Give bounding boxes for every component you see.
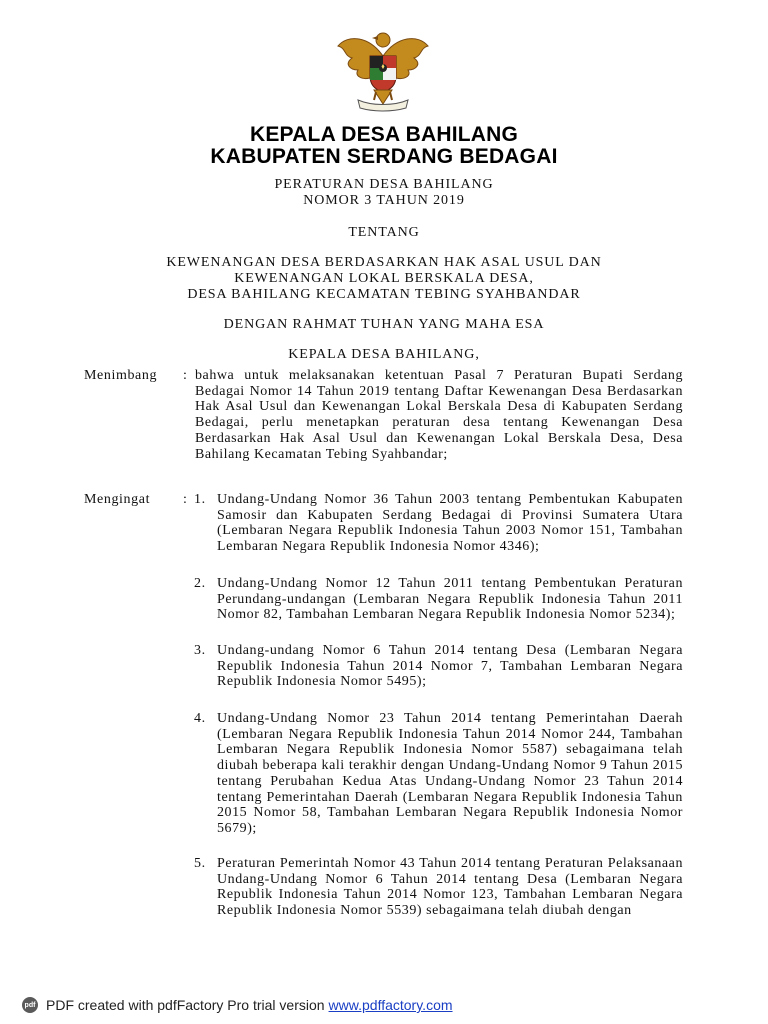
subject-line3: DESA BAHILANG KECAMATAN TEBING SYAHBANDAR [187,287,581,302]
menimbang-label: Menimbang [84,368,158,383]
regulation-name: PERATURAN DESA BAHILANG [274,177,494,192]
list-item: Peraturan Pemerintah Nomor 43 Tahun 2014 tentang Peraturan Pelaksanaan Undang-Undang Nomor 6 Tahun 2014 tentang Desa (Lembaran Negara Republik Indonesia Tahun 2014 Nomor 123, Tambahan Lembaran Negara Republik Indonesia Nomor 5539) sebagaimana telah diubah dengan [217,856,683,919]
list-item-number: 3. [194,643,206,658]
authority-line: KEPALA DESA BAHILANG, [288,347,480,362]
blessing-line: DENGAN RAHMAT TUHAN YANG MAHA ESA [223,317,545,332]
menimbang-colon: : [183,368,187,383]
footer-text: PDF created with pdfFactory Pro trial version [46,997,325,1013]
about-heading: TENTANG [348,225,420,240]
list-item-number: 4. [194,711,206,726]
list-item-number: 1. [194,492,206,507]
document-title-line1: KEPALA DESA BAHILANG [249,123,519,146]
subject-line2: KEWENANGAN LOKAL BERSKALA DESA, [234,271,534,286]
garuda-emblem-icon [334,26,432,114]
list-item: Undang-undang Nomor 6 Tahun 2014 tentang Desa (Lembaran Negara Republik Indonesia Tahun 2014 Nomor 7, Tambahan Lembaran Negara Republik Indonesia Nomor 5495); [217,643,683,690]
list-item-number: 2. [194,576,206,591]
pdf-logo-icon: pdf [22,997,38,1013]
list-item: Undang-Undang Nomor 36 Tahun 2003 tentang Pembentukan Kabupaten Samosir dan Kabupaten Serdang Bedagai di Provinsi Sumatera Utara (Lembaran Negara Republik Indonesia Tahun 2003 Nomor 151, Tambahan Lembaran Negara Republik Indonesia Nomor 4346); [217,492,683,555]
mengingat-colon: : [183,492,187,507]
subject-line1: KEWENANGAN DESA BERDASARKAN HAK ASAL USUL DAN [166,255,602,270]
list-item-number: 5. [194,856,206,871]
pdf-footer [22,995,453,1015]
regulation-number: NOMOR 3 TAHUN 2019 [303,193,465,208]
mengingat-label: Mengingat [84,492,151,507]
list-item: Undang-Undang Nomor 12 Tahun 2011 tentang Pembentukan Peraturan Perundang-undangan (Lembaran Negara Republik Indonesia Tahun 2011 Nomor 82, Tambahan Lembaran Negara Republik Indonesia Nomor 5234); [217,576,683,623]
list-item: Undang-Undang Nomor 23 Tahun 2014 tentang Pemerintahan Daerah (Lembaran Negara Republik Indonesia Tahun 2014 Nomor 244, Tambahan Lembaran Negara Republik Indonesia Nomor 5587) sebagaimana telah diubah beberapa kali terakhir dengan Undang-Undang Nomor 9 Tahun 2015 tentang Perubahan Kedua Atas Undang-Undang Nomor 23 Tahun 2014 tentang Pemerintahan Daerah (Lembaran Negara Republik Indonesia Tahun 2015 Nomor 58, Tambahan Lembaran Negara Republik Indonesia Nomor 5679); [217,711,683,836]
document-title-line2: KABUPATEN SERDANG BEDAGAI [210,145,558,168]
menimbang-text: bahwa untuk melaksanakan ketentuan Pasal 7 Peraturan Bupati Serdang Bedagai Nomor 14 Tahun 2019 tentang Daftar Kewenangan Desa Berdasarkan Hak Asal Usul dan Kewenangan Lokal Berskala Desa di Kabupaten Serdang Bedagai, perlu menetapkan peraturan desa tentang Kewenangan Desa Berdasarkan Hak Asal Usul dan Kewenangan Lokal Berskala Desa, Desa Bahilang Kecamatan Tebing Syahbandar; [195,368,683,462]
pdffactory-link[interactable]: www.pdffactory.com [328,997,453,1013]
